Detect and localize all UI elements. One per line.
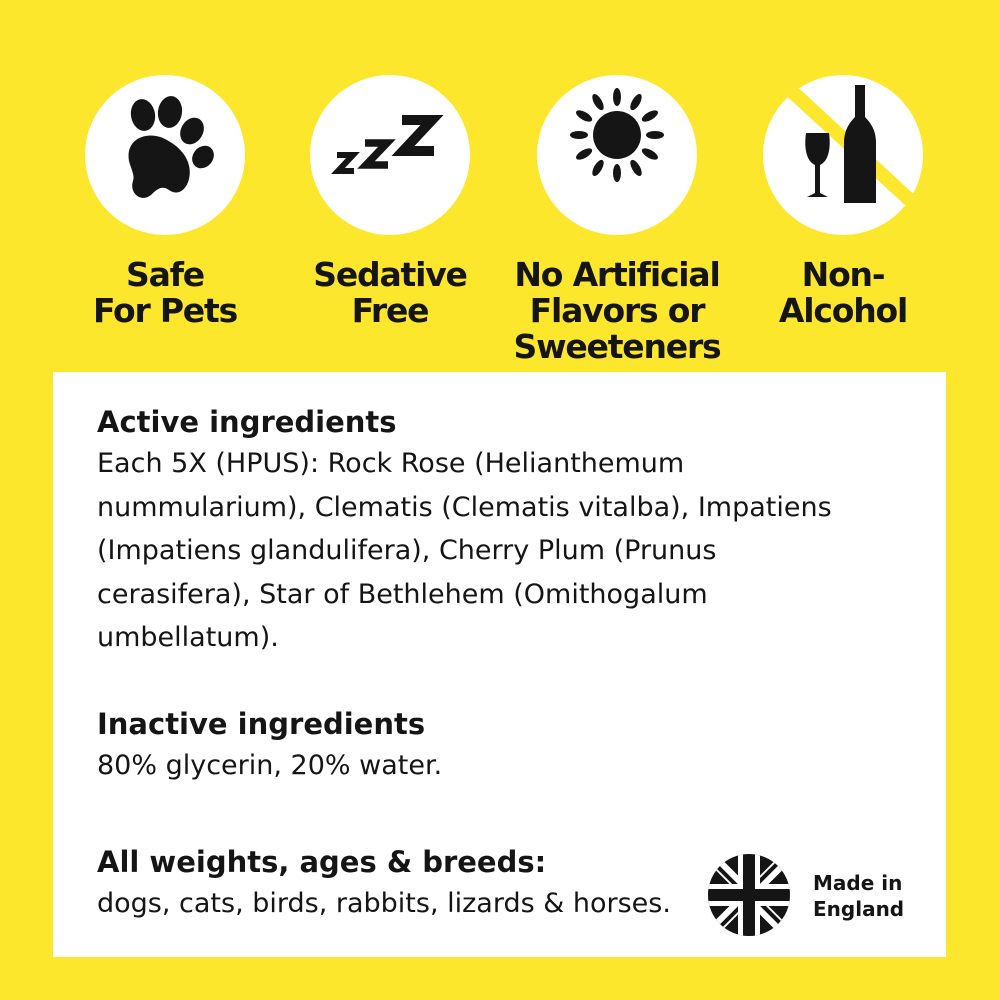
no-alcohol-icon bbox=[763, 75, 923, 235]
union-jack-icon bbox=[708, 854, 790, 936]
paw-icon bbox=[85, 75, 245, 235]
badge-circle bbox=[763, 75, 923, 235]
active-ingredients-text: Each 5X (HPUS): Rock Rose (Helianthemum nummularium), Clematis (Clematis vitalba), Impatiens (Impatiens glandulifera), Cherry Plum (Prunus cerasifera), Star of Bethlehem (Omithogalum umbellatum). bbox=[97, 448, 832, 653]
badge-non-alcohol bbox=[743, 75, 943, 329]
made-in-england-label: Made in England bbox=[813, 871, 905, 921]
badge-label: No Artificial Flavors or Sweeteners bbox=[513, 255, 721, 366]
badge-circle bbox=[310, 75, 470, 235]
active-ingredients-section bbox=[97, 402, 877, 660]
inactive-ingredients-section bbox=[97, 704, 877, 788]
badge-circle bbox=[537, 75, 697, 235]
ingredients-panel bbox=[53, 372, 946, 957]
breeds-text: dogs, cats, birds, rabbits, lizards & horses. bbox=[97, 888, 671, 919]
inactive-ingredients-title: Inactive ingredients bbox=[97, 707, 426, 741]
badge-label: Sedative Free bbox=[313, 255, 467, 330]
sun-icon bbox=[537, 75, 697, 235]
active-ingredients-title: Active ingredients bbox=[97, 405, 397, 439]
breeds-title: All weights, ages & breeds: bbox=[97, 845, 547, 879]
badge-sedative-free bbox=[290, 75, 490, 329]
badge-no-artificial bbox=[513, 75, 721, 366]
badge-circle bbox=[85, 75, 245, 235]
inactive-ingredients-text: 80% glycerin, 20% water. bbox=[97, 750, 443, 781]
zzz-icon bbox=[310, 75, 470, 235]
badge-label: Safe For Pets bbox=[92, 255, 238, 330]
badge-safe-for-pets bbox=[65, 75, 265, 329]
badge-label: Non- Alcohol bbox=[778, 255, 908, 330]
